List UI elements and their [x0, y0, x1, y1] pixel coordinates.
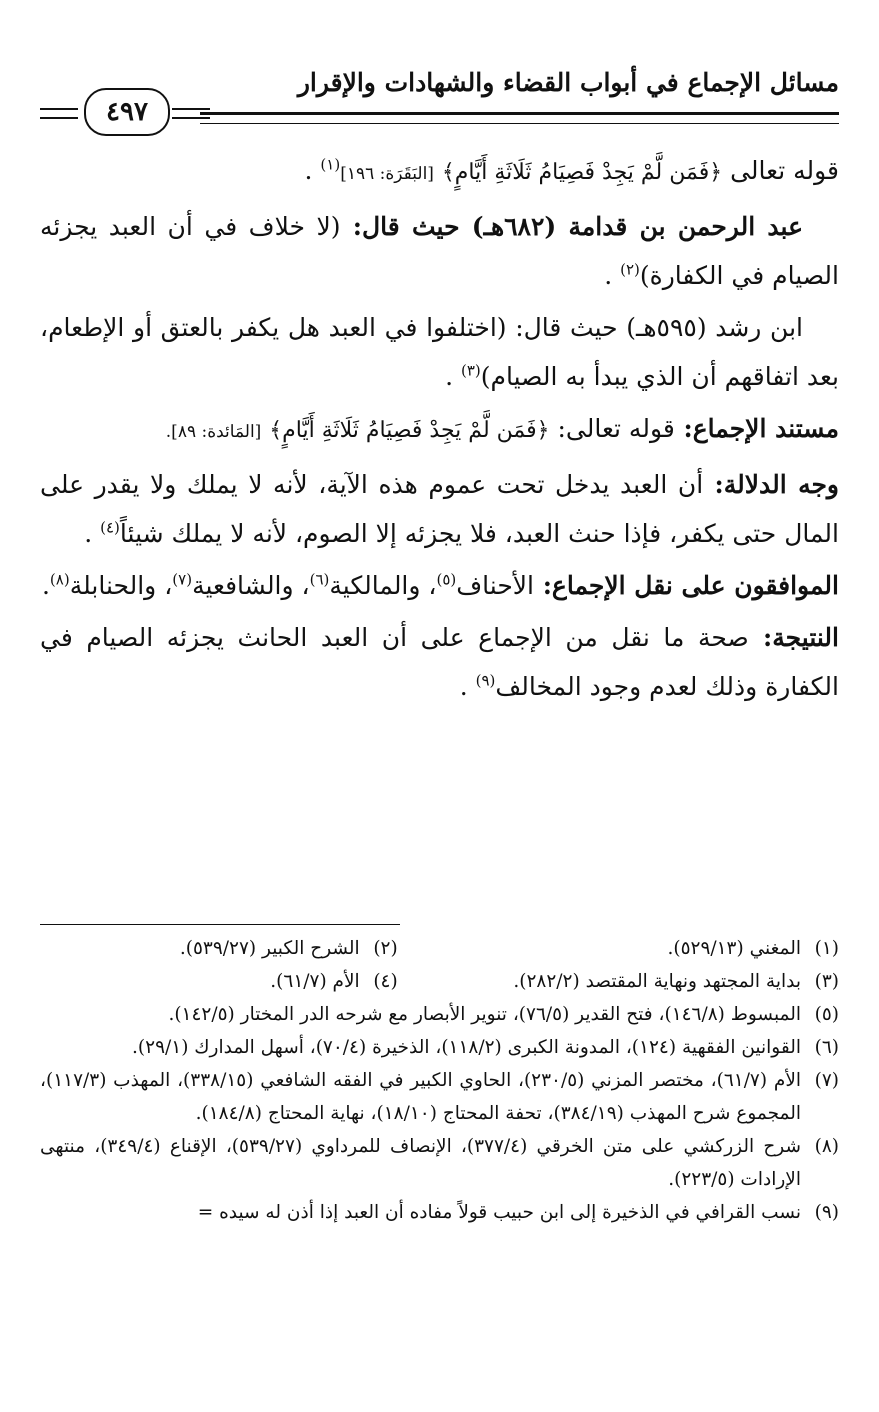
- footnote-separator: [40, 924, 400, 925]
- footnote-marker[interactable]: (٨): [49, 570, 70, 589]
- footnote: [40, 1031, 839, 1064]
- punct: .: [84, 519, 93, 548]
- footnote: [40, 1196, 839, 1229]
- main-text: [40, 146, 839, 714]
- paragraph-agreeing: [40, 561, 839, 610]
- text: أن العبد يدخل تحت عموم هذه الآية، لأنه لا يملك ولا يقدر على المال حتى يكفر، فإذا حنث العبد، فلا يجزئه إلا الصوم، لأنه لا يملك شيئاً: [40, 470, 839, 548]
- school-name: ، والشافعية: [192, 571, 310, 600]
- paragraph-ibn-rushd: [40, 303, 839, 401]
- footnote-number: (٨): [814, 1136, 839, 1157]
- punct: .: [604, 261, 613, 290]
- footnote-number: (٣): [814, 971, 839, 992]
- ornament-dash-right: [172, 108, 210, 119]
- footnote-text: المبسوط (١٤٦/٨)، فتح القدير (٧٦/٥)، تنوير الأبصار مع شرحه الدر المختار (١٤٢/٥).: [168, 1004, 801, 1025]
- footnote-marker[interactable]: (٢): [620, 260, 640, 279]
- section-heading: النتيجة:: [748, 623, 839, 652]
- quote: (لا خلاف في أن العبد يجزئه الصيام في الكفارة): [40, 212, 839, 290]
- paragraph-verse: [40, 146, 839, 199]
- footnote-marker[interactable]: (٥): [436, 570, 457, 589]
- paragraph-ibn-qudama: [40, 202, 839, 300]
- footnote-text: نسب القرافي في الذخيرة إلى ابن حبيب قولاً مفاده أن العبد إذا أذن له سيده =: [197, 1202, 801, 1223]
- footnote-number: (٢): [373, 938, 398, 959]
- text: قوله تعالى:: [549, 414, 675, 443]
- footnote: [40, 1064, 839, 1130]
- text: صحة ما نقل من الإجماع على أن العبد الحانث يجزئه الصيام في الكفارة وذلك لعدم وجود المخالف: [40, 623, 839, 701]
- footnote-marker[interactable]: (٩): [475, 671, 496, 690]
- page-number-ornament: [40, 86, 210, 138]
- text: قوله تعالى: [722, 156, 839, 185]
- verse-reference: [المَائدة: ٨٩].: [165, 422, 262, 442]
- page-header: [40, 62, 839, 127]
- running-title: مسائل الإجماع في أبواب القضاء والشهادات والإقرار: [297, 68, 839, 97]
- scholar-name: عبد الرحمن بن قدامة (٦٨٢هـ) حيث قال:: [340, 212, 803, 241]
- section-heading: مستند الإجماع:: [674, 414, 839, 443]
- section-heading: الموافقون على نقل الإجماع:: [533, 571, 839, 600]
- paragraph-evidence: [40, 404, 839, 457]
- quran-verse: ﴿فَمَن لَّمْ يَجِدْ فَصِيَامُ ثَلَاثَةِ أَيَّامٍ﴾: [269, 418, 550, 443]
- punct: .: [304, 156, 313, 185]
- footnote: [40, 998, 839, 1031]
- paragraph-indication: [40, 460, 839, 558]
- footnote-number: (١): [814, 938, 839, 959]
- footnote-grid: [40, 932, 839, 998]
- footnote-text: المغني (٥٢٩/١٣).: [667, 938, 801, 959]
- footnote: [428, 965, 839, 998]
- footnote-text: بداية المجتهد ونهاية المقتصد (٢٨٢/٢).: [513, 971, 801, 992]
- footnote-marker[interactable]: (٧): [172, 570, 193, 589]
- quote: ابن رشد (٥٩٥هـ) حيث قال: (اختلفوا في العبد هل يكفر بالعتق أو الإطعام، بعد اتفاقهم أن الذي يبدأ به الصيام): [40, 313, 839, 391]
- paragraph-result: [40, 613, 839, 711]
- school-name: الأحناف: [456, 571, 534, 600]
- footnote-number: (٩): [814, 1202, 839, 1223]
- school-name: ، والحنابلة: [69, 571, 173, 600]
- footnote-number: (٤): [373, 971, 398, 992]
- footnote: [40, 932, 398, 965]
- punct: .: [445, 362, 454, 391]
- footnote: [40, 965, 398, 998]
- book-page: [40, 62, 839, 1382]
- footnote-number: (٥): [814, 1004, 839, 1025]
- verse-reference: [البَقَرَة: ١٩٦]: [340, 164, 434, 184]
- punct: .: [41, 571, 50, 600]
- page-number: ٤٩٧: [84, 88, 170, 136]
- footnote-marker[interactable]: (٣): [460, 361, 481, 380]
- footnotes: [40, 932, 839, 1229]
- footnote-text: الأم (٦١/٧)، مختصر المزني (٢٣٠/٥)، الحاوي الكبير في الفقه الشافعي (٣٣٨/١٥)، المهذب (١١٧/٣)، المجموع شرح المهذب (٣٨٤/١٩)، تحفة المحتاج (١٨/١٠)، نهاية المحتاج (١٨٤/٨).: [40, 1070, 802, 1124]
- quran-verse: ﴿فَمَن لَّمْ يَجِدْ فَصِيَامُ ثَلَاثَةِ أَيَّامٍ﴾: [441, 160, 723, 185]
- ornament-dash-left: [40, 108, 78, 119]
- footnote-text: شرح الزركشي على متن الخرقي (٣٧٧/٤)، الإنصاف للمرداوي (٥٣٩/٢٧)، الإقناع (٣٤٩/٤)، منتهى الإرادات (٢٢٣/٥).: [40, 1136, 801, 1190]
- footnote-text: القوانين الفقهية (١٢٤)، المدونة الكبرى (١١٨/٢)، الذخيرة (٧٠/٤)، أسهل المدارك (٢٩/١).: [132, 1037, 801, 1058]
- footnote-text: الشرح الكبير (٥٣٩/٢٧).: [179, 938, 360, 959]
- school-name: ، والمالكية: [329, 571, 437, 600]
- section-heading: وجه الدلالة:: [703, 470, 840, 499]
- footnote-text: الأم (٦١/٧).: [270, 971, 360, 992]
- footnote-marker[interactable]: (٦): [309, 570, 330, 589]
- punct: .: [459, 672, 468, 701]
- header-rule: [200, 112, 839, 124]
- footnote-number: (٧): [814, 1070, 839, 1091]
- footnote-marker[interactable]: (١): [320, 155, 341, 174]
- footnote-marker[interactable]: (٤): [100, 518, 120, 537]
- footnote: [40, 1130, 839, 1196]
- footnote: [428, 932, 839, 965]
- footnote-number: (٦): [814, 1037, 839, 1058]
